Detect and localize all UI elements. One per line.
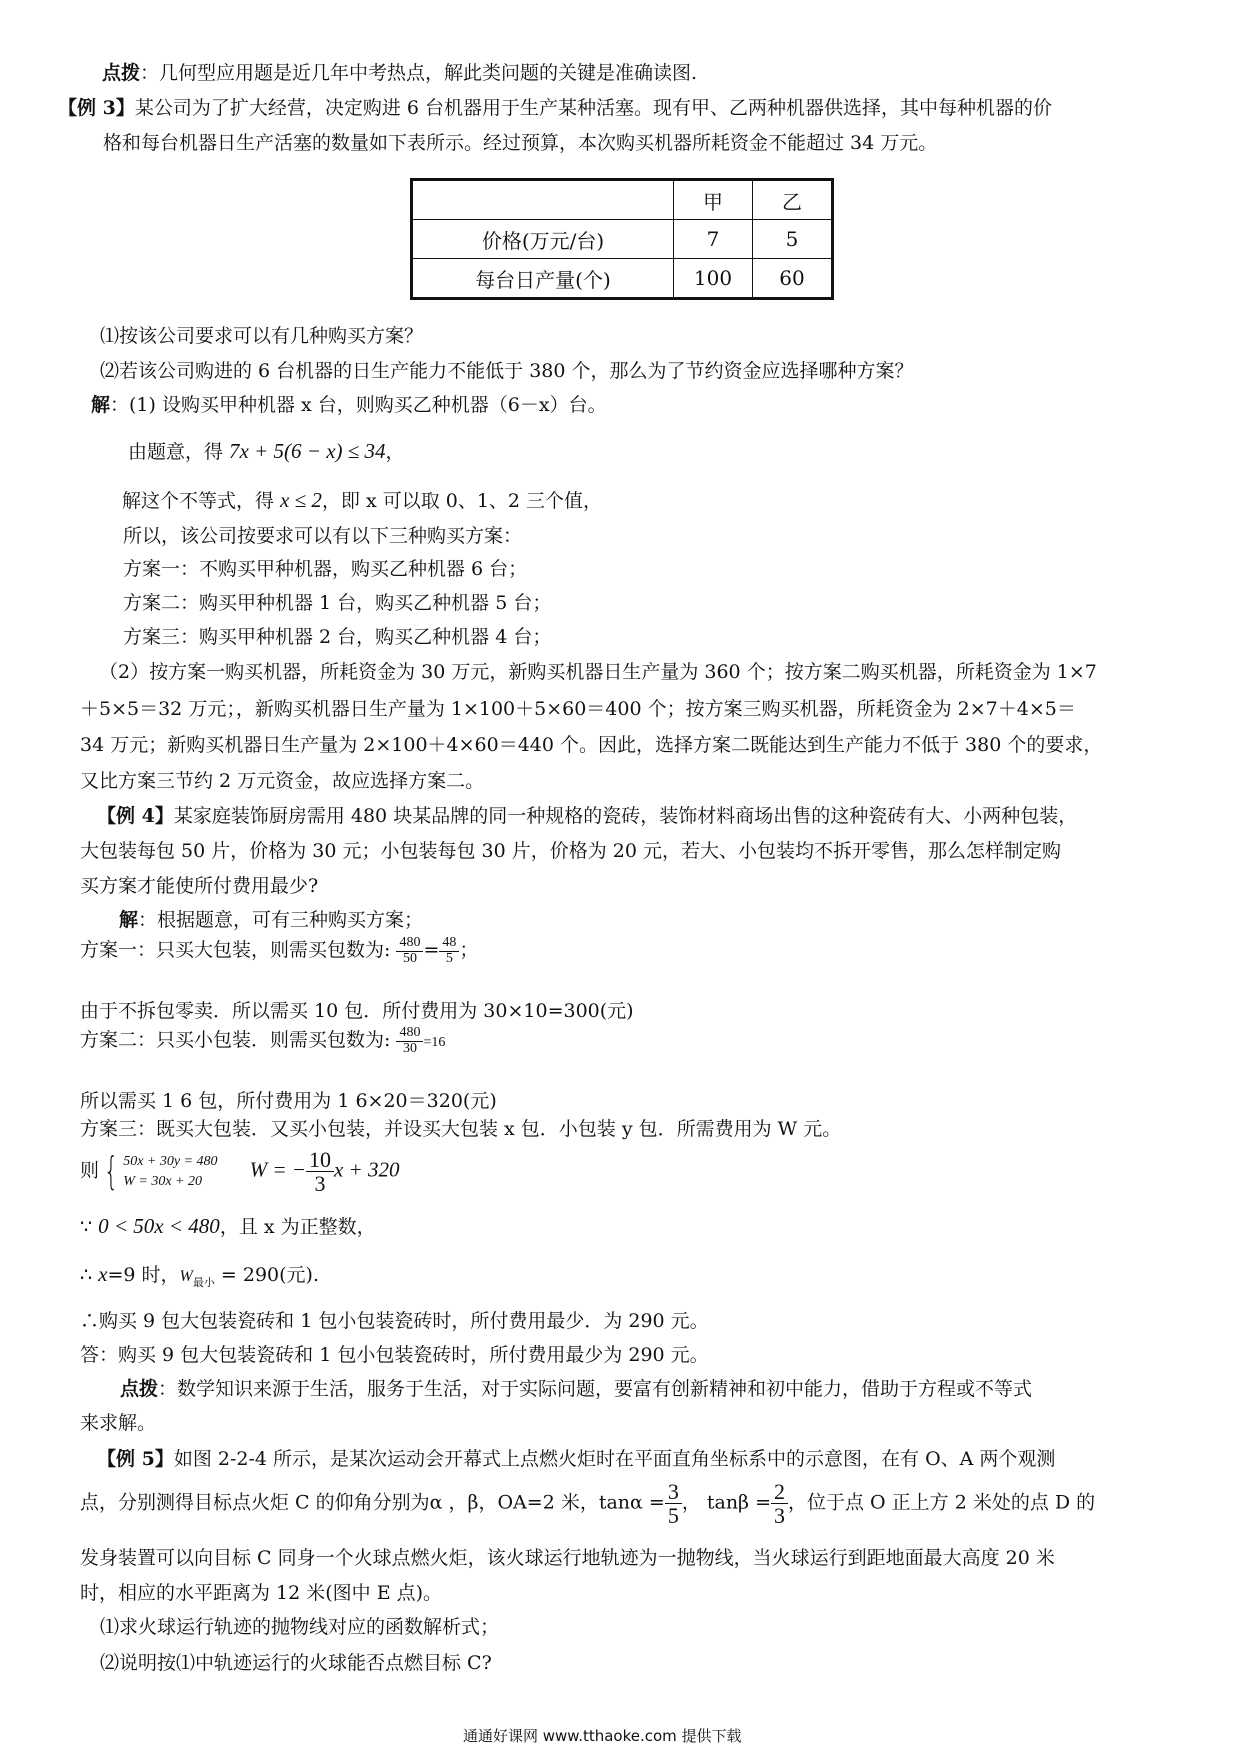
tip-paragraph	[120, 1378, 1032, 1401]
example-3-label: 【例 3】	[58, 97, 135, 119]
solution-line	[80, 936, 478, 966]
solution-line: 又比方案三节约 2 万元资金，故应选择方案二。	[80, 770, 485, 792]
because-symbol: ∵	[80, 1216, 99, 1238]
solution-text: ；	[459, 939, 479, 962]
table-cell: 甲	[674, 180, 753, 220]
fraction-numerator: 3	[665, 1480, 682, 1504]
fraction-denominator: 5	[445, 950, 453, 966]
solution-label: 解	[91, 394, 111, 416]
fraction	[396, 936, 423, 966]
solution-line: 所以需买 1 6 包，所付费用为 1 6×20＝320(元)	[80, 1090, 497, 1112]
solution-text: 由题意，得	[128, 441, 230, 463]
question-1: ⑴按该公司要求可以有几种购买方案？	[100, 325, 424, 347]
solution-line: 方案三：既买大包装．又买小包装，并设买大包装 x 包．小包装 y 包．所需费用为 W 元。	[80, 1118, 842, 1140]
solution-line	[122, 488, 602, 513]
table-row	[412, 220, 833, 259]
table-cell: 7	[674, 220, 753, 259]
tip-paragraph	[102, 62, 697, 85]
example-4-text: 某家庭装饰厨房需用 480 块某品牌的同一种规格的瓷砖，装饰材料商场出售的这种瓷砖有大、小两种包装，	[173, 805, 1078, 827]
example-5-text: ，位于点 O 正上方 2 米处的点 D 的	[788, 1491, 1096, 1514]
fraction	[306, 1148, 334, 1195]
equals-sign: =	[423, 939, 440, 962]
tip-text: ：数学知识来源于生活，服务于生活，对于实际问题，要富有创新精神和初中能力，借助于方程或不等式	[158, 1378, 1033, 1400]
example-3-text: 某公司为了扩大经营，决定购进 6 台机器用于生产某种活塞。现有甲、乙两种机器供选择，其中每种机器的价	[134, 97, 1053, 119]
math-variable: W	[179, 1268, 193, 1285]
equation: W = 30x + 20	[123, 1173, 202, 1189]
example-5-label: 【例 5】	[97, 1448, 174, 1470]
equation-system	[123, 1152, 217, 1191]
fraction-numerator: 480	[396, 1026, 423, 1042]
fraction	[396, 1026, 423, 1056]
solution-text: ：根据题意，可有三种购买方案；	[138, 909, 424, 931]
solution-line	[80, 1262, 319, 1289]
equation-system-line	[80, 1148, 399, 1195]
question-1: ⑴求火球运行轨迹的抛物线对应的函数解析式；	[100, 1616, 500, 1638]
solution-text: ，	[385, 441, 405, 463]
tip-text: ：几何型应用题是近几年中考热点，解此类问题的关键是准确读图.	[140, 62, 698, 84]
fraction	[439, 936, 459, 966]
solution-line	[91, 394, 607, 417]
table-cell: 100	[674, 259, 753, 299]
math-inequality: 0 < 50x < 480	[98, 1214, 220, 1238]
solution-line: ∴购买 9 包大包装瓷砖和 1 包小包装瓷砖时，所付费用最少．为 290 元。	[80, 1310, 709, 1332]
fraction-denominator: 50	[402, 950, 417, 966]
solution-label: 解	[119, 909, 139, 931]
solution-line: 方案二：购买甲种机器 1 台，购买乙种机器 5 台；	[123, 592, 552, 614]
solution-line	[80, 1214, 376, 1239]
solution-text: = 290(元).	[214, 1264, 319, 1286]
example-5-line: 时，相应的水平距离为 12 米(图中 E 点)。	[80, 1582, 443, 1604]
solution-text: ，且 x 为正整数，	[219, 1216, 376, 1238]
example-4-line: 买方案才能使所付费用最少?	[80, 875, 319, 897]
table-row	[412, 259, 833, 299]
example-4-line: 大包装每包 50 片，价格为 30 元；小包装每包 30 片，价格为 20 元，若大、小包装均不拆开零售，那么怎样制定购	[80, 840, 1062, 862]
fraction-numerator: 480	[396, 936, 423, 952]
fraction-denominator: 3	[774, 1503, 785, 1529]
machine-spec-table	[410, 178, 834, 300]
solution-text: 解这个不等式，得	[122, 490, 281, 512]
solution-line: （2）按方案一购买机器，所耗资金为 30 万元，新购买机器日生产量为 360 个；按方案二购买机器，所耗资金为 1×7	[99, 661, 1097, 683]
page-footer: 通通好课网 www.tthaoke.com 提供下载	[463, 1727, 742, 1745]
example-5-text: 如图 2-2-4 所示，是某次运动会开幕式上点燃火炬时在平面直角坐标系中的示意图，在有 O、A 两个观测	[173, 1448, 1056, 1470]
fraction-numerator: 10	[306, 1148, 334, 1172]
brace-icon: {	[103, 1148, 119, 1193]
solution-text: 方案二：只买小包装．则需买包数为:	[80, 1029, 397, 1052]
solution-line	[119, 909, 423, 932]
example-5-line	[80, 1480, 1095, 1527]
tip-paragraph: 来求解。	[80, 1412, 157, 1434]
fraction-denominator: 3	[314, 1171, 326, 1197]
fraction	[665, 1480, 682, 1527]
tip-label: 点拨	[102, 62, 141, 84]
fraction-numerator: 48	[439, 936, 459, 952]
solution-line: 方案三：购买甲种机器 2 台，购买乙种机器 4 台；	[123, 626, 552, 648]
math-inequality: x ≤ 2	[280, 488, 322, 512]
solution-text: 则	[80, 1159, 100, 1182]
example-5-line	[97, 1448, 1055, 1471]
example-4-label: 【例 4】	[97, 805, 174, 827]
equation: 50x + 30y = 480	[123, 1154, 218, 1169]
solution-line: 由于不拆包零卖．所以需买 10 包．所付费用为 30×10=300(元)	[80, 1000, 634, 1022]
solution-text: ：(1) 设购买甲种机器 x 台，则购买乙种机器（6－x）台。	[110, 394, 607, 416]
question-2: ⑵若该公司购进的 6 台机器的日生产能力不能低于 380 个，那么为了节约资金应选择哪种方案？	[100, 360, 914, 382]
math-inequality: 7x + 5(6 − x) ≤ 34	[229, 439, 386, 463]
math-expression: x + 320	[333, 1157, 400, 1182]
solution-line	[80, 1026, 445, 1056]
table-cell: 价格(万元/台)	[412, 220, 674, 259]
solution-text: ，即 x 可以取 0、1、2 三个值，	[321, 490, 603, 512]
answer-line: 答：购买 9 包大包装瓷砖和 1 包小包装瓷砖时，所付费用最少为 290 元。	[80, 1344, 709, 1366]
table-cell: 60	[753, 259, 833, 299]
fraction-numerator: 2	[771, 1480, 788, 1504]
example-5-text: ， tanβ =	[681, 1491, 771, 1514]
fraction	[771, 1480, 788, 1527]
subscript: 最小	[192, 1275, 215, 1289]
solution-text: 方案一：只买大包装，则需买包数为:	[80, 939, 397, 962]
question-2: ⑵说明按⑴中轨迹运行的火球能否点燃目标 C?	[100, 1652, 492, 1674]
tip-label: 点拨	[120, 1378, 159, 1400]
solution-line: 所以，该公司按要求可以有以下三种购买方案：	[123, 525, 523, 547]
solution-line	[128, 439, 405, 464]
table-cell: 每台日产量(个)	[412, 259, 674, 299]
example-3-line: 格和每台机器日生产活塞的数量如下表所示。经过预算，本次购买机器所耗资金不能超过 34 万元。	[103, 132, 938, 154]
example-5-line: 发身装置可以向目标 C 同身一个火球点燃火炬，该火球运行地轨迹为一抛物线，当火球运行到距地面最大高度 20 米	[80, 1547, 1055, 1569]
therefore-symbol: ∴	[80, 1264, 99, 1286]
solution-line: 方案一：不购买甲种机器，购买乙种机器 6 台；	[123, 558, 528, 580]
table-cell: 5	[753, 220, 833, 259]
table-cell: 乙	[753, 180, 833, 220]
example-4-line	[97, 805, 1077, 828]
solution-line: ＋5×5＝32 万元；，新购买机器日生产量为 1×100＋5×60＝400 个；按方案三购买机器，所耗资金为 2×7＋4×5＝	[80, 698, 1076, 720]
table-cell	[412, 180, 674, 220]
fraction-denominator: 5	[667, 1503, 679, 1529]
solution-text: =16	[423, 1035, 446, 1051]
solution-text: =9 时，	[107, 1264, 180, 1286]
example-3-line	[58, 97, 1052, 120]
table-header-row	[412, 180, 833, 220]
math-variable: x	[98, 1262, 108, 1286]
math-expression: W = −	[249, 1157, 306, 1182]
fraction-denominator: 30	[402, 1040, 417, 1056]
solution-line: 34 万元；新购买机器日生产量为 2×100＋4×60＝440 个。因此，选择方案二既能达到生产能力不低于 380 个的要求，	[80, 734, 1103, 756]
example-5-text: 点，分别测得目标点火炬 C 的仰角分别为α ，β，OA=2 米，tanα =	[80, 1491, 665, 1514]
